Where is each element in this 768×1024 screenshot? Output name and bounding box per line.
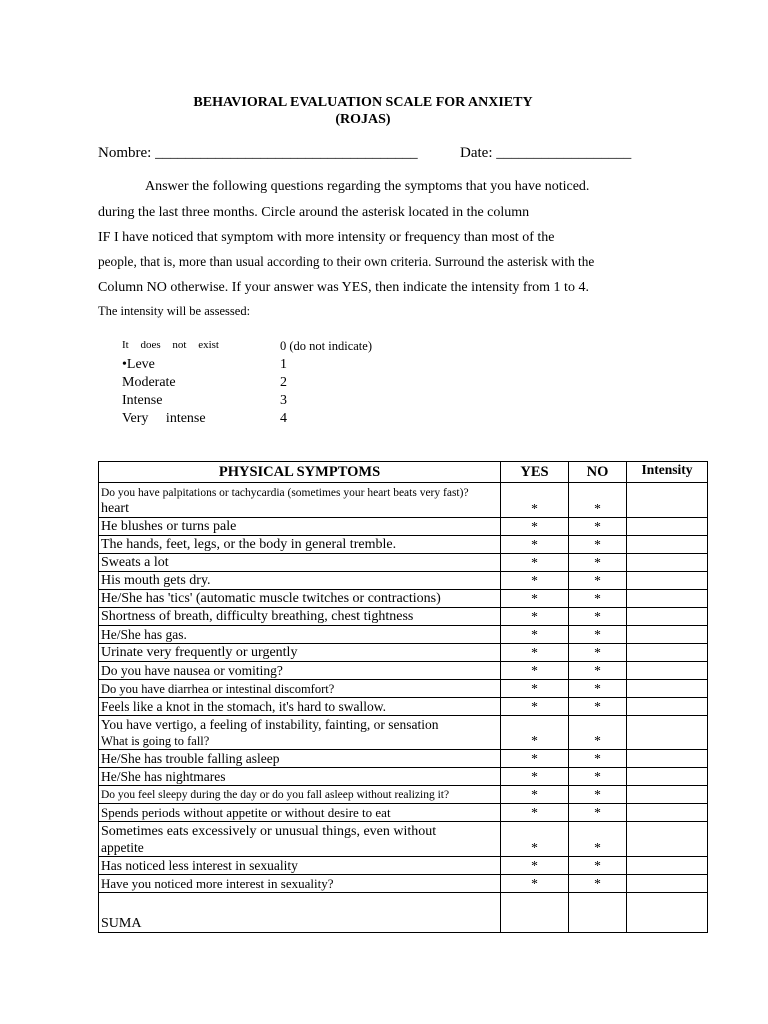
no-asterisk[interactable]: * bbox=[569, 804, 627, 822]
header-intensity: Intensity bbox=[627, 462, 708, 483]
yes-asterisk[interactable]: * bbox=[501, 698, 569, 716]
symptom-cell: Have you noticed more interest in sexuality? bbox=[99, 875, 501, 893]
table-row bbox=[99, 483, 708, 518]
no-asterisk[interactable]: * bbox=[569, 857, 627, 875]
scale-value-1: 1 bbox=[280, 357, 287, 372]
yes-asterisk[interactable]: * bbox=[501, 572, 569, 590]
intensity-cell[interactable] bbox=[627, 680, 708, 698]
scale-label-3: Intense bbox=[122, 393, 163, 408]
no-asterisk[interactable]: * bbox=[569, 518, 627, 536]
yes-asterisk[interactable]: * bbox=[501, 536, 569, 554]
table-row bbox=[99, 822, 708, 857]
page-title-line1: BEHAVIORAL EVALUATION SCALE FOR ANXIETY bbox=[193, 95, 533, 110]
header-no: NO bbox=[569, 462, 627, 483]
header-yes: YES bbox=[501, 462, 569, 483]
symptom-cell: Urinate very frequently or urgently bbox=[99, 644, 501, 662]
no-asterisk[interactable]: * bbox=[569, 626, 627, 644]
table-row bbox=[99, 626, 708, 644]
yes-asterisk[interactable]: * bbox=[501, 680, 569, 698]
table-row bbox=[99, 536, 708, 554]
no-asterisk[interactable]: * bbox=[569, 786, 627, 804]
date-field[interactable]: Date: __________________ bbox=[460, 145, 632, 161]
no-asterisk[interactable]: * bbox=[569, 822, 627, 857]
intensity-cell[interactable] bbox=[627, 536, 708, 554]
instruction-line-1: Answer the following questions regarding the symptoms that you have noticed. bbox=[145, 179, 590, 194]
no-asterisk[interactable]: * bbox=[569, 698, 627, 716]
intensity-cell[interactable] bbox=[627, 626, 708, 644]
no-asterisk[interactable]: * bbox=[569, 608, 627, 626]
table-row bbox=[99, 680, 708, 698]
no-asterisk[interactable]: * bbox=[569, 680, 627, 698]
name-field[interactable]: Nombre: ___________________________________ bbox=[98, 145, 418, 161]
intensity-cell[interactable] bbox=[627, 698, 708, 716]
no-asterisk[interactable]: * bbox=[569, 554, 627, 572]
symptom-cell: He/She has trouble falling asleep bbox=[99, 750, 501, 768]
yes-asterisk[interactable]: * bbox=[501, 608, 569, 626]
symptom-cell: Sometimes eats excessively or unusual things, even without appetite bbox=[99, 822, 501, 857]
table-row bbox=[99, 644, 708, 662]
yes-asterisk[interactable]: * bbox=[501, 804, 569, 822]
table-header-row bbox=[99, 462, 708, 483]
yes-asterisk[interactable]: * bbox=[501, 716, 569, 750]
yes-asterisk[interactable]: * bbox=[501, 822, 569, 857]
yes-asterisk[interactable]: * bbox=[501, 483, 569, 518]
table-row bbox=[99, 786, 708, 804]
scale-value-2: 2 bbox=[280, 375, 287, 390]
table-row bbox=[99, 554, 708, 572]
table-row bbox=[99, 590, 708, 608]
total-intensity-cell[interactable] bbox=[627, 893, 708, 933]
yes-asterisk[interactable]: * bbox=[501, 662, 569, 680]
table-row bbox=[99, 518, 708, 536]
table-row bbox=[99, 804, 708, 822]
table-row bbox=[99, 662, 708, 680]
scale-value-0: 0 (do not indicate) bbox=[280, 339, 372, 353]
symptom-cell: Shortness of breath, difficulty breathing, chest tightness bbox=[99, 608, 501, 626]
symptom-cell: Feels like a knot in the stomach, it's hard to swallow. bbox=[99, 698, 501, 716]
instruction-line-6: The intensity will be assessed: bbox=[98, 304, 251, 318]
symptom-cell: He blushes or turns pale bbox=[99, 518, 501, 536]
table-row bbox=[99, 716, 708, 750]
symptom-cell: His mouth gets dry. bbox=[99, 572, 501, 590]
intensity-cell[interactable] bbox=[627, 804, 708, 822]
table-row bbox=[99, 698, 708, 716]
yes-asterisk[interactable]: * bbox=[501, 768, 569, 786]
no-asterisk[interactable]: * bbox=[569, 768, 627, 786]
intensity-cell[interactable] bbox=[627, 554, 708, 572]
instruction-line-4: people, that is, more than usual according to their own criteria. Surround the asterisk with the bbox=[98, 254, 595, 269]
symptom-cell: He/She has 'tics' (automatic muscle twitches or contractions) bbox=[99, 590, 501, 608]
symptom-cell: Do you feel sleepy during the day or do you fall asleep without realizing it? bbox=[99, 786, 501, 804]
yes-asterisk[interactable]: * bbox=[501, 518, 569, 536]
scale-value-3: 3 bbox=[280, 393, 287, 408]
intensity-cell[interactable] bbox=[627, 590, 708, 608]
table-row bbox=[99, 750, 708, 768]
intensity-cell[interactable] bbox=[627, 716, 708, 750]
symptom-cell: The hands, feet, legs, or the body in general tremble. bbox=[99, 536, 501, 554]
symptom-cell: Do you have nausea or vomiting? bbox=[99, 662, 501, 680]
instruction-line-5: Column NO otherwise. If your answer was YES, then indicate the intensity from 1 to 4. bbox=[98, 280, 589, 295]
intensity-cell[interactable] bbox=[627, 857, 708, 875]
intensity-cell[interactable] bbox=[627, 875, 708, 893]
no-asterisk[interactable]: * bbox=[569, 590, 627, 608]
yes-asterisk[interactable]: * bbox=[501, 750, 569, 768]
intensity-cell[interactable] bbox=[627, 644, 708, 662]
intensity-cell[interactable] bbox=[627, 662, 708, 680]
intensity-cell[interactable] bbox=[627, 768, 708, 786]
no-asterisk[interactable]: * bbox=[569, 716, 627, 750]
symptom-cell: He/She has nightmares bbox=[99, 768, 501, 786]
header-physical-symptoms: PHYSICAL SYMPTOMS bbox=[99, 462, 501, 483]
symptom-cell: Do you have palpitations or tachycardia (sometimes your heart beats very fast)? heart bbox=[99, 483, 501, 518]
yes-asterisk[interactable]: * bbox=[501, 590, 569, 608]
intensity-cell[interactable] bbox=[627, 750, 708, 768]
instruction-line-3: IF I have noticed that symptom with more intensity or frequency than most of the bbox=[98, 230, 555, 245]
no-asterisk[interactable]: * bbox=[569, 483, 627, 518]
yes-asterisk[interactable]: * bbox=[501, 875, 569, 893]
scale-value-4: 4 bbox=[280, 411, 287, 426]
no-asterisk[interactable]: * bbox=[569, 875, 627, 893]
table-row bbox=[99, 572, 708, 590]
symptom-cell: You have vertigo, a feeling of instability, fainting, or sensation What is going to fall? bbox=[99, 716, 501, 750]
symptom-cell: He/She has gas. bbox=[99, 626, 501, 644]
scale-label-2: Moderate bbox=[122, 375, 176, 390]
scale-label-1: •Leve bbox=[122, 357, 155, 372]
yes-asterisk[interactable]: * bbox=[501, 554, 569, 572]
total-no-cell[interactable] bbox=[569, 893, 627, 933]
no-asterisk[interactable]: * bbox=[569, 662, 627, 680]
page-title-line2: (ROJAS) bbox=[335, 112, 391, 127]
total-label: SUMA bbox=[99, 893, 501, 933]
symptom-cell: Has noticed less interest in sexuality bbox=[99, 857, 501, 875]
yes-asterisk[interactable]: * bbox=[501, 644, 569, 662]
yes-asterisk[interactable]: * bbox=[501, 786, 569, 804]
intensity-cell[interactable] bbox=[627, 786, 708, 804]
instruction-line-2: during the last three months. Circle around the asterisk located in the column bbox=[98, 205, 530, 220]
table-row bbox=[99, 768, 708, 786]
physical-symptoms-table bbox=[98, 461, 708, 933]
yes-asterisk[interactable]: * bbox=[501, 626, 569, 644]
table-row bbox=[99, 875, 708, 893]
intensity-cell[interactable] bbox=[627, 608, 708, 626]
yes-asterisk[interactable]: * bbox=[501, 857, 569, 875]
intensity-cell[interactable] bbox=[627, 822, 708, 857]
no-asterisk[interactable]: * bbox=[569, 536, 627, 554]
no-asterisk[interactable]: * bbox=[569, 644, 627, 662]
total-row bbox=[99, 893, 708, 933]
table-row bbox=[99, 608, 708, 626]
intensity-cell[interactable] bbox=[627, 483, 708, 518]
intensity-cell[interactable] bbox=[627, 518, 708, 536]
symptom-cell: Spends periods without appetite or without desire to eat bbox=[99, 804, 501, 822]
no-asterisk[interactable]: * bbox=[569, 572, 627, 590]
total-yes-cell[interactable] bbox=[501, 893, 569, 933]
scale-label-4: Very intense bbox=[122, 411, 206, 426]
table-row bbox=[99, 857, 708, 875]
scale-label-0: It does not exist bbox=[122, 339, 219, 351]
symptom-cell: Do you have diarrhea or intestinal discomfort? bbox=[99, 680, 501, 698]
intensity-cell[interactable] bbox=[627, 572, 708, 590]
no-asterisk[interactable]: * bbox=[569, 750, 627, 768]
symptom-cell: Sweats a lot bbox=[99, 554, 501, 572]
